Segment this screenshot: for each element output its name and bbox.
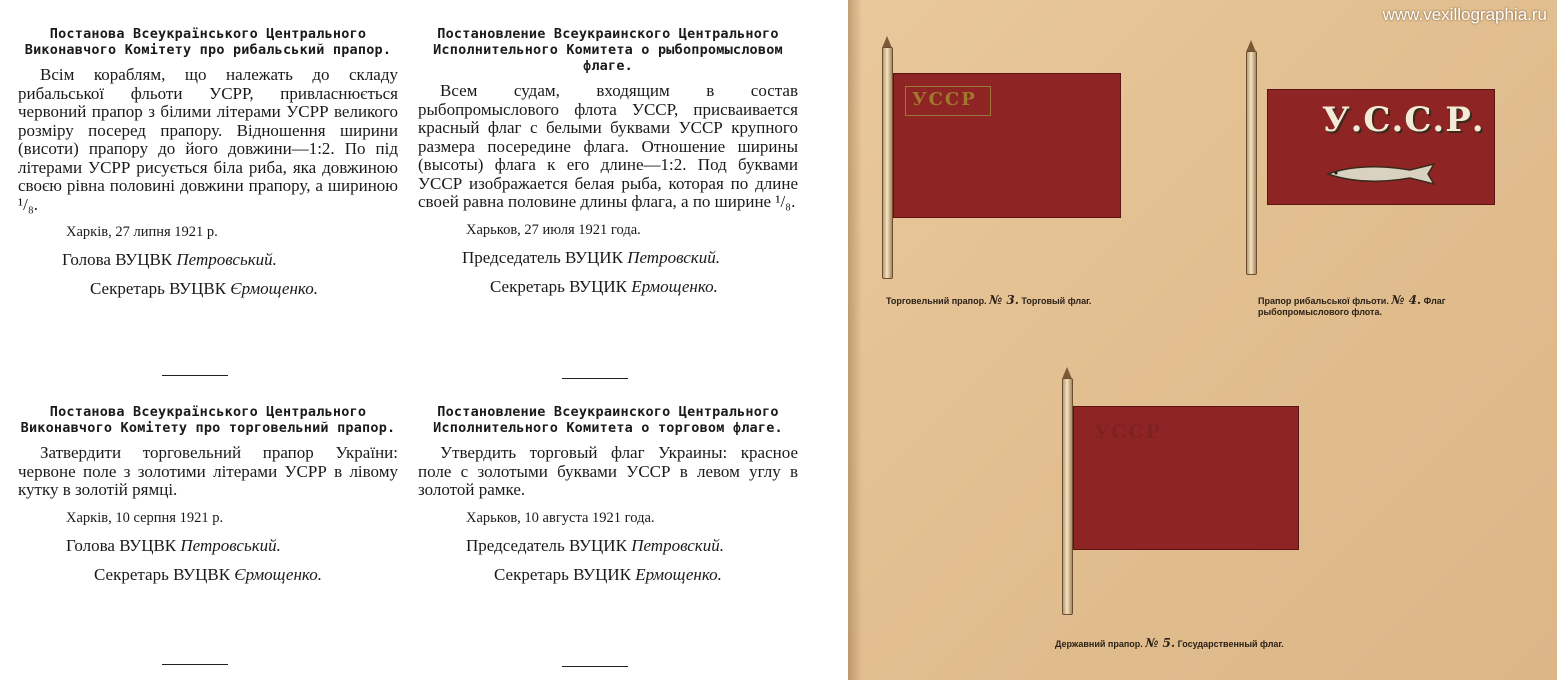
decree-date: Харьков, 27 июля 1921 года. bbox=[466, 221, 641, 238]
decree-fishing-rus bbox=[418, 26, 798, 297]
flag-caption-4: Прапор рибальської фльоти. № 4. Флаг рыбопромыслового флота. bbox=[1258, 293, 1446, 317]
flag-caption-5: Державний прапор. № 5. Государственный флаг. bbox=[1055, 636, 1284, 650]
flagpole bbox=[882, 47, 893, 279]
decree-body: Утвердить торговый флаг Украины: красное поле с золотыми буквами УССР в левом углу в золотой рамке. bbox=[418, 443, 798, 499]
state-flag bbox=[1073, 406, 1299, 550]
trade-flag bbox=[893, 73, 1121, 218]
flag-caption-3: Торговельний прапор. № 3. Торговый флаг. bbox=[886, 293, 1092, 307]
secretary-signature: Секретарь ВУЦВК Єрмощенко. bbox=[90, 279, 318, 298]
chair-signature: Председатель ВУЦИК Петровский. bbox=[466, 535, 724, 555]
flag-letters: У.С.С.Р. bbox=[1322, 100, 1485, 140]
decree-body: Всім кораблям, що належать до складу рибальської фльоти УСРР, привласнюється червоний прапор з білими літерами УСРР великого розміру посеред прапору. Відношення ширини (висоти) прапору до його довжини—1:2. По під літерами УСРР рисується біла риба, яка довжиною своєю рівна половині довжини прапору, а шириною ¹/₈. bbox=[18, 65, 398, 214]
page-fold-shadow bbox=[848, 0, 862, 680]
fishing-flag bbox=[1267, 89, 1495, 205]
decree-title: Постанова Всеукраїнського Центрального Виконавчого Комітету про торговельний прапор. bbox=[20, 404, 396, 436]
decree-title: Постановление Всеукраинского Центрального Исполнительного Комитета о торговом флаге. bbox=[433, 404, 783, 436]
secretary-signature: Секретарь ВУЦИК Ермощенко. bbox=[490, 276, 718, 296]
watermark: www.vexillographia.ru bbox=[1382, 5, 1547, 24]
decree-title: Постановление Всеукраинского Центрального Исполнительного Комитета о рыбопромысловом флаге. bbox=[433, 26, 783, 74]
decree-fishing-ukr bbox=[18, 26, 398, 299]
decree-title: Постанова Всеукраїнського Центрального Виконавчого Комітету про рибальський прапор. bbox=[24, 26, 392, 58]
secretary-signature: Секретарь ВУЦВК Єрмощенко. bbox=[94, 564, 322, 584]
divider bbox=[562, 378, 628, 379]
decree-date: Харків, 10 серпня 1921 р. bbox=[66, 509, 224, 526]
secretary-signature: Секретарь ВУЦИК Ермощенко. bbox=[494, 564, 722, 584]
decree-body: Всем судам, входящим в состав рыбопромыслового флота УССР, присваивается красный флаг с белыми буквами УССР крупного размера посередине флага. Отношение ширины (высоты) флага к его длине—1:2. Под буквами УССР изображается белая рыба, которая по длине своей равна половине длины флага, а по ширине ¹/₈. bbox=[418, 81, 798, 211]
fish-icon bbox=[1322, 162, 1444, 186]
decree-trade-rus bbox=[418, 404, 798, 585]
divider bbox=[162, 664, 228, 665]
chair-signature: Председатель ВУЦИК Петровский. bbox=[462, 247, 720, 267]
flagpole bbox=[1246, 51, 1257, 275]
flagpole bbox=[1062, 378, 1073, 615]
chair-signature: Голова ВУЦВК Петровський. bbox=[62, 250, 277, 269]
decree-date: Харків, 27 липня 1921 р. bbox=[66, 224, 218, 240]
decree-trade-ukr bbox=[18, 404, 398, 585]
flag-letters: УССР bbox=[1094, 421, 1162, 443]
flag-letters: УССР bbox=[912, 89, 977, 110]
chair-signature: Голова ВУЦВК Петровський. bbox=[66, 535, 281, 555]
decree-body: Затвердити торговельний прапор України: червоне поле з золотими літерами УСРР в лівому кутку в золотій рямці. bbox=[18, 443, 398, 499]
decree-date: Харьков, 10 августа 1921 года. bbox=[466, 509, 655, 526]
divider bbox=[562, 666, 628, 667]
divider bbox=[162, 375, 228, 376]
